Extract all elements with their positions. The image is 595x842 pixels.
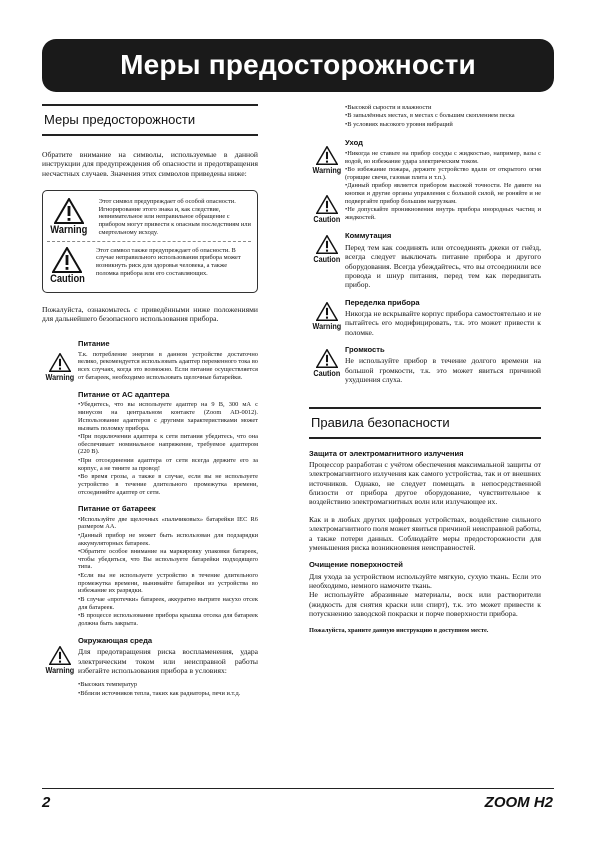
legend-caution — [47, 241, 251, 285]
warning-icon — [310, 302, 344, 331]
keep-manual-note: Пожалуйста, храните данную инструкцию в доступном месте. — [309, 626, 489, 634]
switching-text: Перед тем как соединять или отсоединять джеки от гнёзд, всегда следует выключать питание прибора и другого оборудования. Всегда убеждайтесь, что вы отсоединили все провода и шнур питания, перед тем как передвигать прибор. — [345, 242, 541, 290]
switching-title: Коммутация — [345, 231, 392, 241]
page-banner — [42, 39, 554, 92]
legend-warning-text: Этот символ предупреждает об особой опасности. Игнорирование этого знака и, как следствие, невнимательное или неправильное обращение с прибором могут привести к опасным последствиям или смертельному исходу. — [98, 198, 251, 236]
list-item: • Данный прибор является прибором высокой точности. Не давите на кнопки и другие органы управления с большой силой, не роняйте и не подвергайте прибор большим нагрузкам. — [345, 182, 541, 205]
care-icons — [310, 138, 344, 223]
caution-icon — [311, 235, 343, 264]
volume-title: Громкость — [345, 345, 385, 355]
list-item: • В запылённых местах, в местах с большим скоплением песка — [345, 112, 541, 120]
list-item: • Вблизи источников тепла, таких как радиаторы, печи и.т.д. — [78, 690, 258, 698]
caution-icon — [311, 349, 343, 378]
list-item: • Обратите особое внимание на маркировку упаковки батареек, чтобы убедиться, что Вы используете батарейки подходящего типа. — [78, 548, 258, 571]
care-list — [345, 150, 541, 222]
power-text: Т.к. потребление энергии в данном устройстве достаточно велико, рекомендуется использовать адаптер переменного тока во всех случаях, когда это возможно. Если питание осуществляется от батареек, необходимо использовать щелочные батарейки. — [78, 350, 258, 382]
adapter-list — [78, 401, 258, 496]
list-item: • В процессе использование прибора крышка отсека для батареек должна быть закрыта. — [78, 612, 258, 628]
warning-icon — [43, 353, 77, 382]
warning-label: Warning — [45, 664, 75, 675]
caution-label: Caution — [313, 254, 341, 265]
product-name: ZOOM H2 — [484, 794, 553, 811]
page-number: 2 — [42, 794, 51, 811]
warning-icon — [47, 198, 91, 236]
caution-label: Caution — [50, 272, 85, 285]
legend-warning — [47, 198, 251, 236]
section-heading-precautions: Меры предосторожности — [42, 104, 258, 136]
emi-paragraph-1: Процессор разработан с учётом обеспечения максимальной защиты от электромагнитного излучения как самого устройства, так и от внешних источников. Однако, не следует помещать в непосредственной близости от прибора другое оборудование, чувствительное к воздействию электромагнитных волн или излучающее их. — [309, 459, 541, 507]
power-block — [42, 339, 258, 628]
warning-icon — [310, 146, 344, 175]
intro-paragraph: Обратите внимание на символы, используемые в данной инструкции для предупреждения об опасности и предотвращения несчастных случаев. Значения этих символов приведены ниже: — [42, 149, 258, 178]
cleaning-paragraph-2: Не используйте абразивные материалы, воск или растворители (жидкость для снятия краски или спирт), т.к. это может привести к потускнению заводской покраски и порче поверхности прибора. — [309, 590, 541, 619]
caution-label: Caution — [313, 368, 341, 379]
cleaning-paragraph-1: Для ухода за устройством используйте мягкую, сухую ткань. Если это необходимо, немного намочите ткань. — [309, 571, 541, 591]
list-item: • Во избежание пожара, держите устройство вдали от открытого огня (горящие свечи, газовая плита и т.п.). — [345, 166, 541, 182]
list-item: • Высоких температур — [78, 681, 258, 689]
warning-icon — [43, 646, 77, 675]
list-item: • При подключении адаптера к сети питания убедитесь, что она обеспечивает номинальное напряжение, требуемое адаптером (220 В). — [78, 433, 258, 456]
warning-label: Warning — [312, 320, 342, 331]
care-block — [309, 138, 541, 223]
list-item: • Используйте две щелочных «пальчиковых» батарейки IEC R6 размером AA. — [78, 516, 258, 532]
list-item: • Не допускайте проникновения внутрь прибора инородных частиц и жидкостей. — [345, 206, 541, 222]
environment-text: Для предотвращения риска воспламенения, удара электрическим током или неисправной работы избегайте использования прибора в условиях: — [78, 647, 258, 676]
list-item: • Высокой сырости и влажности — [345, 104, 541, 112]
caution-label: Caution — [313, 213, 341, 224]
list-item: • Убедитесь, что вы используете адаптер на 9 В, 300 мА с минусом на центральном контакте (Zoom AD-0012). Использование адаптеров с другими характеристиками может вызвать поломку прибора. — [78, 401, 258, 432]
switching-block — [309, 231, 541, 289]
adapter-title: Питание от АС адаптера — [78, 389, 170, 399]
left-column — [42, 104, 258, 698]
environment-block — [42, 636, 258, 698]
list-item: • В условиях высокого уровня вибраций — [345, 121, 541, 129]
right-column — [309, 104, 541, 635]
environment-list-continued — [345, 104, 541, 128]
section-heading-safety: Правила безопасности — [309, 407, 541, 439]
care-title: Уход — [345, 138, 363, 148]
page-title: Меры предосторожности — [120, 49, 476, 81]
warning-label: Warning — [50, 224, 88, 237]
list-item: • Данный прибор не может быть использован для подзарядки аккумуляторных батареек. — [78, 532, 258, 548]
power-title: Питание — [78, 339, 110, 349]
warning-label: Warning — [312, 165, 342, 176]
caution-icon — [310, 195, 344, 224]
battery-title: Питание от батареек — [78, 504, 156, 514]
emi-title: Защита от электромагнитного излучения — [309, 448, 464, 458]
alteration-text: Никогда не вскрывайте корпус прибора самостоятельно и не пытайтесь его модифицировать, т.к. это может привести к поломке. — [345, 308, 541, 337]
list-item: • Никогда не ставьте на прибор сосуды с жидкостью, например, вазы с водой, во избежание удара электрическим током. — [345, 150, 541, 166]
environment-title: Окружающая среда — [78, 635, 153, 645]
warning-label: Warning — [45, 372, 75, 383]
battery-list — [78, 516, 258, 628]
symbol-legend — [42, 190, 258, 292]
legend-caution-text: Этот символ также предупреждает об опасности. В случае неправильного использования прибора может возникнуть риск для здоровья человека, а также поломка прибора или его составляющих. — [95, 246, 241, 277]
cleaning-title: Очищение поверхностей — [309, 560, 403, 570]
alteration-title: Переделка прибора — [345, 297, 420, 307]
emi-paragraph-2: Как и в любых других цифровых устройствах, воздействие сильного электромагнитного поля может явиться причиной неисправной работы, а также потери данных. Соблюдайте меры предосторожности для уменьшения риска возникновения неисправностей. — [309, 514, 541, 553]
list-item: • Если вы не используете устройство в течение длительного промежутка времени, вынимайте батарейки из устройства во избежание их разрядки. — [78, 572, 258, 595]
caution-icon — [47, 247, 88, 285]
volume-block — [309, 345, 541, 384]
list-item: • Во время грозы, а также в случае, если вы не используете устройство в течение длительного промежутка времени, отсоединяйте адаптер от сети. — [78, 473, 258, 496]
footer-divider — [42, 788, 554, 789]
volume-text: Не используйте прибор в течение долгого времени на большой громкости, т.к. это может явиться причиной ухудшения слуха. — [345, 356, 541, 385]
environment-list — [78, 681, 258, 697]
closing-paragraph: Пожалуйста, ознакомьтесь с приведёнными ниже положениями для дальнейшего безопасного использования прибора. — [42, 304, 258, 323]
list-item: • В случае «протечки» батареек, аккуратно вытрите насухо отсек для батареек. — [78, 596, 258, 612]
list-item: • При отсоединении адаптера от сети всегда держите его за корпус, а не тяните за провод! — [78, 457, 258, 473]
alteration-block — [309, 298, 541, 337]
